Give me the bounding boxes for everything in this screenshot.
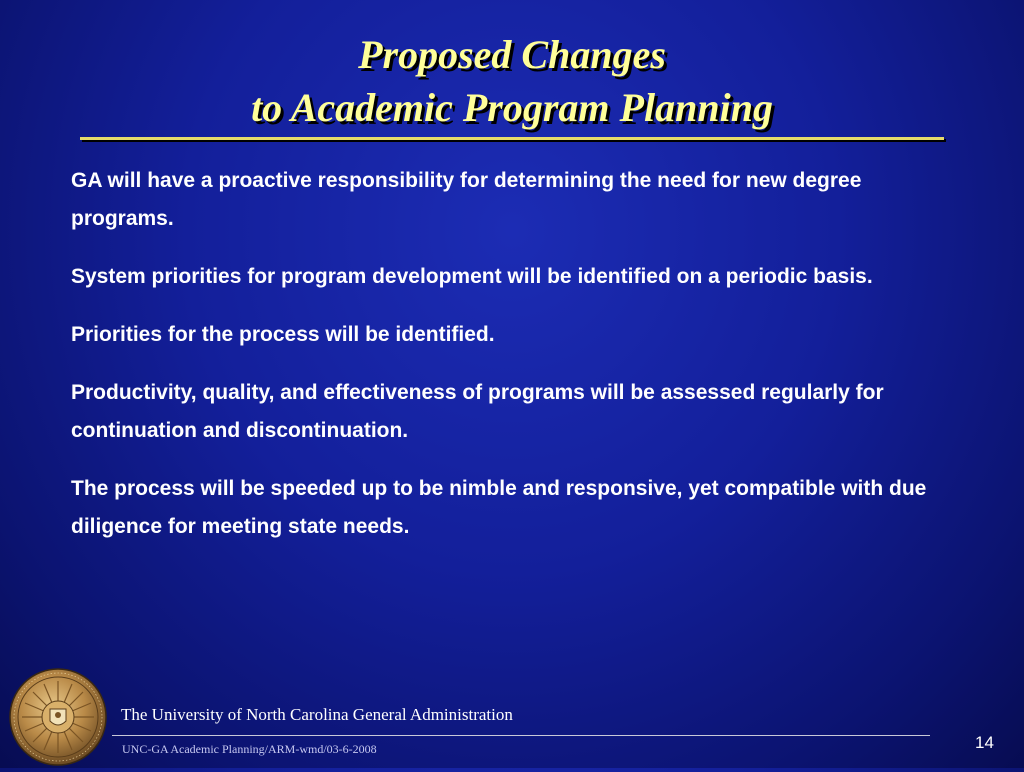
slide-title-line-1: Proposed Changes bbox=[358, 32, 666, 77]
bullet-item: Productivity, quality, and effectiveness of programs will be assessed regularly for continuation and discontinuation. bbox=[71, 381, 884, 442]
bullet-item: Priorities for the process will be identified. bbox=[71, 323, 495, 346]
university-seal-icon bbox=[8, 667, 108, 767]
bullet-list bbox=[71, 162, 961, 566]
slide-title-line-2: to Academic Program Planning bbox=[251, 85, 773, 130]
bullet-item: The process will be speeded up to be nimble and responsive, yet compatible with due diligence for meeting state needs. bbox=[71, 477, 927, 538]
page-number: 14 bbox=[975, 733, 994, 752]
bullet-item: System priorities for program development will be identified on a periodic basis. bbox=[71, 265, 873, 288]
title-underline bbox=[80, 137, 944, 140]
footer-divider bbox=[112, 735, 930, 736]
slide-title bbox=[0, 28, 1024, 134]
footer-reference: UNC-GA Academic Planning/ARM-wmd/03-6-2008 bbox=[122, 742, 377, 756]
bullet-item: GA will have a proactive responsibility for determining the need for new degree programs. bbox=[71, 169, 862, 230]
footer-organization: The University of North Carolina General Administration bbox=[121, 705, 513, 724]
